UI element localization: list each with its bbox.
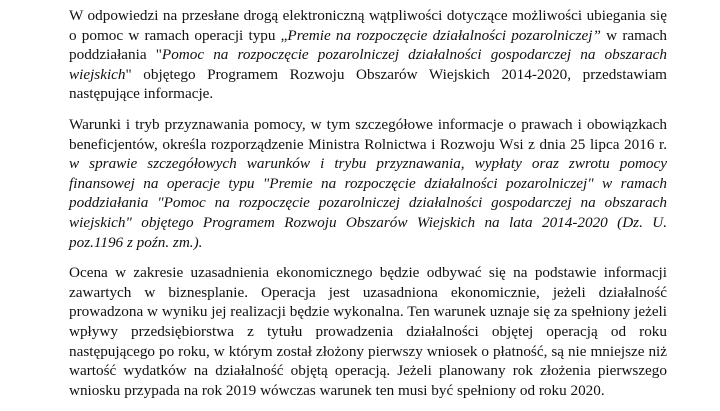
paragraph-assessment: [69, 263, 667, 400]
intro-italic-subaction: Pomoc na rozpoczęcie pozarolniczej działalności gospodarczej na obszarach wiejskich: [69, 46, 667, 83]
intro-text-3: " objętego Programem Rozwoju Obszarów Wiejskich 2014-2020, przedstawiam następujące informacje.: [69, 65, 667, 103]
intro-text-2: w ramach poddziałania ": [69, 26, 668, 64]
document-page: [69, 6, 667, 411]
conditions-text: Warunki i tryb przyznawania pomocy, w tym szczegółowe informacje o prawach i obowiązkach beneficjentów, określa rozporządzenie Ministra Rolnictwa i Rozwoju Wsi z dnia 25 lipca 2016 r.: [69, 115, 667, 153]
conditions-italic-regulation: w sprawie szczegółowych warunków i trybu przyznawania, wypłaty oraz zwrotu pomocy finansowej na operacje typu "Premie na rozpoczęcie działalności pozarolniczej" w ramach poddziałania "Pomoc na rozpoczęcie pozarolniczej działalności gospodarczej na obszarach wiejskich" objętego Programem Rozwoju Obszarów Wiejskich na lata 2014-2020 (Dz. U. poz.1196 z poźn. zm.).: [69, 155, 667, 251]
assessment-text: Ocena w zakresie uzasadnienia ekonomicznego będzie odbywać się na podstawie informacji zawartych w biznesplanie. Operacja jest uzasadniona ekonomicznie, jeżeli działalność prowadzona w wyniku jej realizacji będzie wykonalna. Ten warunek uznaje się za spełniony jeżeli wpływy przedsiębiorstwa z tytułu prowadzenia działalności objętej operacją od roku następującego po roku, w którym został złożony pierwszy wniosek o płatność, są nie mniejsze niż wartość wydatków na działalność objętą operacją. Jeżeli planowany rok złożenia pierwszego wniosku przypada na rok 2019 wówczas warunek ten musi być spełniony od roku 2020.: [69, 264, 667, 399]
intro-text-1: W odpowiedzi na przesłane drogą elektroniczną wątpliwości dotyczące możliwości ubiegania się o pomoc w ramach operacji typu „: [69, 7, 667, 44]
paragraph-conditions: [69, 115, 667, 252]
intro-italic-program: Premie na rozpoczęcie działalności pozarolniczej”: [287, 26, 601, 44]
paragraph-intro: [69, 6, 667, 104]
